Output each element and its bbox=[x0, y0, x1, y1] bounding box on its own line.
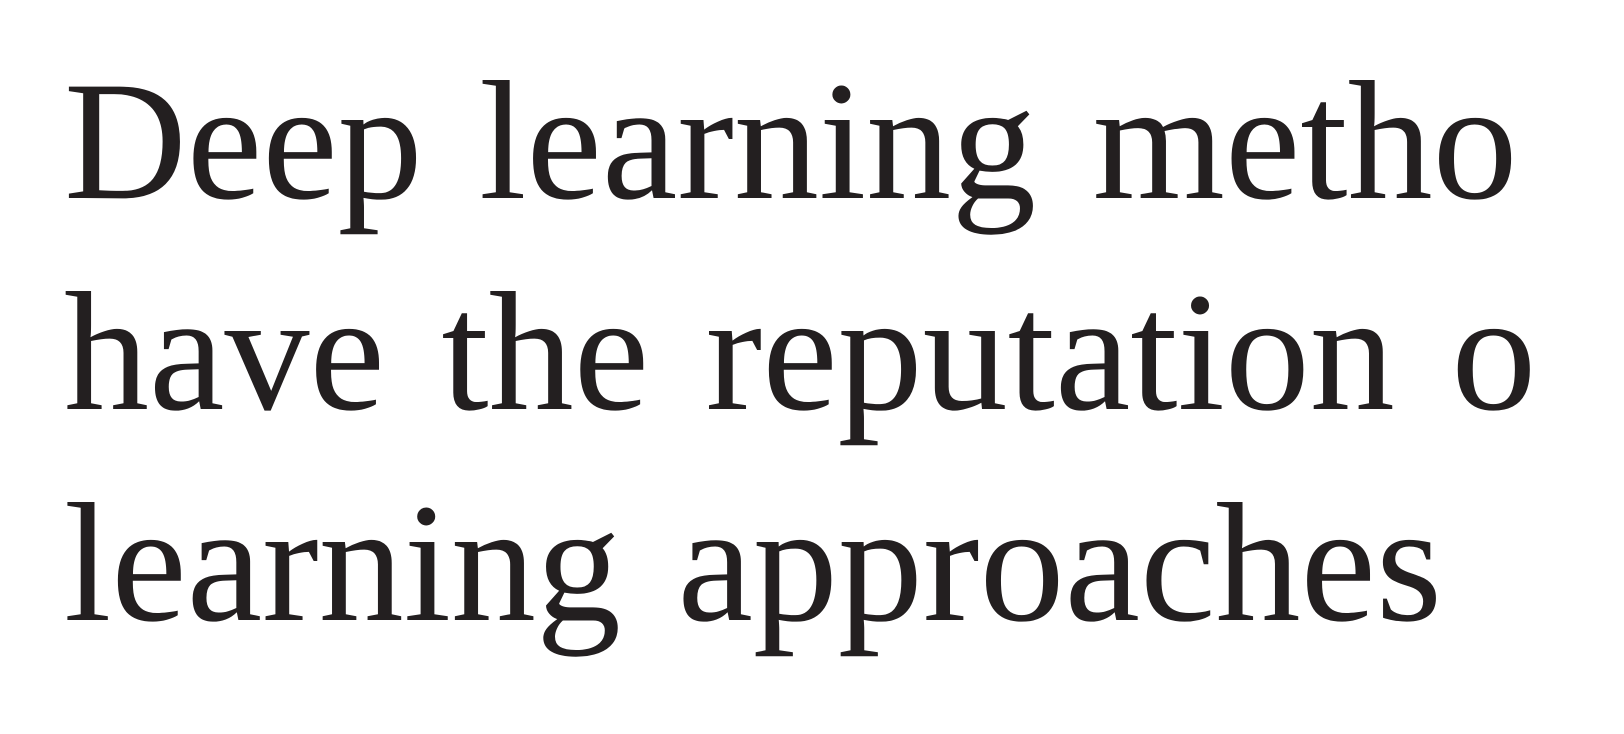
paper-text-block bbox=[64, 36, 1624, 669]
text-line-3: learning approaches bbox=[64, 469, 1443, 657]
text-line-2: have the reputation o bbox=[64, 258, 1537, 446]
text-line-1: Deep learning metho bbox=[64, 47, 1518, 235]
